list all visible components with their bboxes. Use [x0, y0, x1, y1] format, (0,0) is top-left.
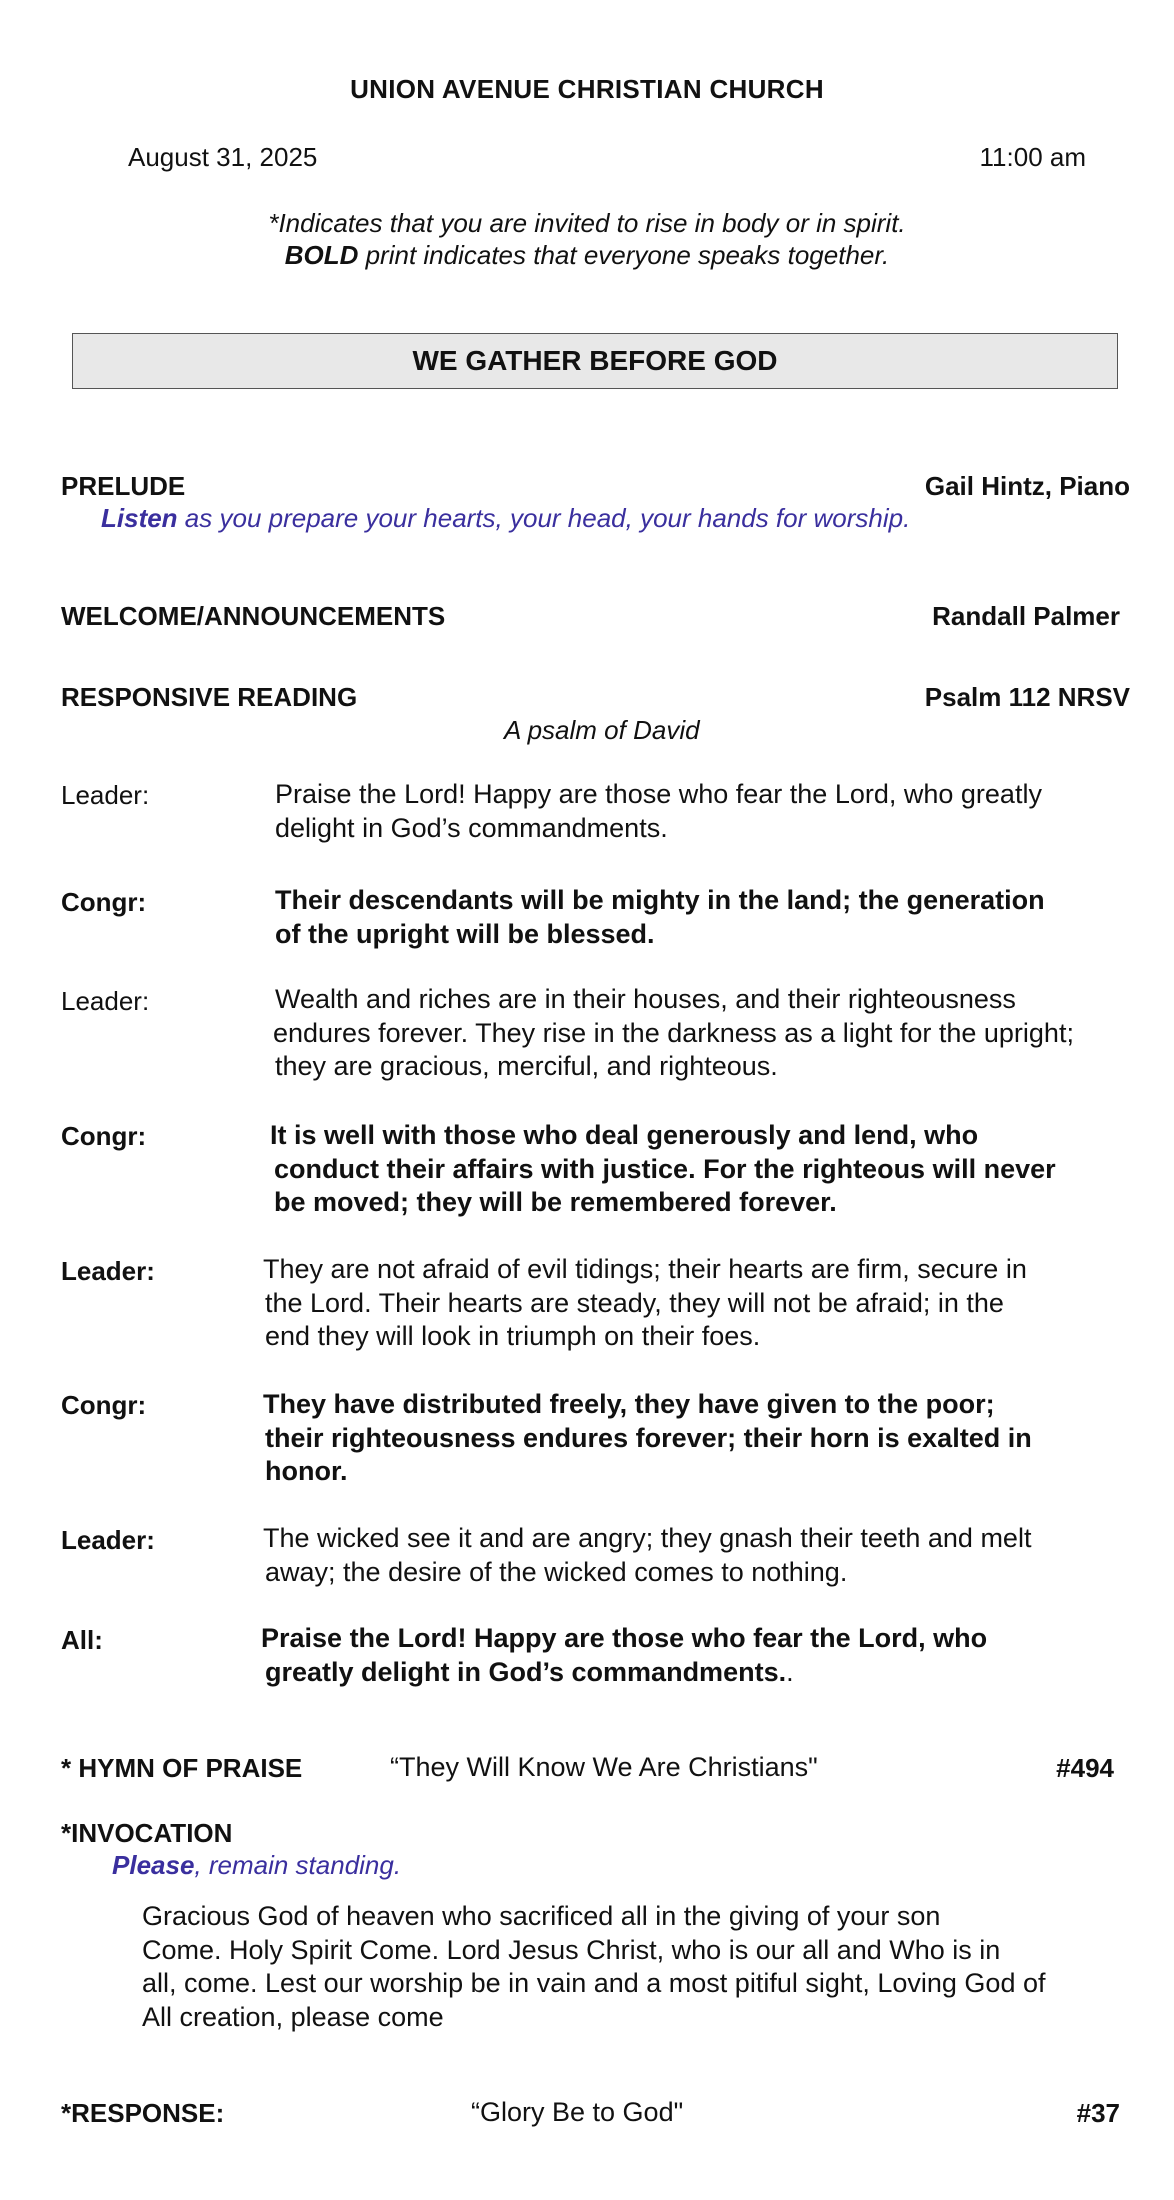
- reading-speaker: Leader:: [61, 986, 150, 1016]
- verse-line: They are not afraid of evil tidings; their hearts are firm, secure in: [263, 1254, 1027, 1284]
- reading-speaker: Congr:: [61, 1121, 147, 1151]
- response-number: #37: [1076, 2098, 1120, 2128]
- verse-line: Their descendants will be mighty in the land; the generation: [275, 885, 1045, 915]
- invocation-instruction-keyword: Please: [112, 1850, 195, 1880]
- prelude-performer: Gail Hintz, Piano: [924, 471, 1130, 501]
- verse-line: of the upright will be blessed.: [275, 918, 655, 949]
- reading-verse: [275, 884, 1045, 951]
- invocation-instruction-text: , remain standing.: [194, 1850, 402, 1880]
- reading-subtitle: A psalm of David: [504, 715, 700, 745]
- hymn-label: * HYMN OF PRAISE: [61, 1753, 303, 1783]
- reading-reference: Psalm 112 NRSV: [924, 682, 1130, 712]
- prelude-instruction-text: as you prepare your hearts, your head, your hands for worship.: [177, 503, 911, 533]
- welcome-leader: Randall Palmer: [932, 601, 1120, 631]
- reading-speaker: Leader:: [61, 1256, 155, 1286]
- reading-speaker: Leader:: [61, 780, 150, 810]
- prelude-instruction-keyword: Listen: [101, 503, 178, 533]
- prayer-line: All creation, please come: [142, 2001, 444, 2032]
- verse-line: The wicked see it and are angry; they gnash their teeth and melt: [263, 1523, 1032, 1553]
- hymn-title: “They Will Know We Are Christians": [390, 1752, 818, 1782]
- invocation-prayer: [142, 1900, 1046, 2034]
- verse-line: Wealth and riches are in their houses, and their righteousness: [275, 984, 1016, 1014]
- verse-trailing-period: .: [786, 1656, 794, 1687]
- verse-line: be moved; they will be remembered forever.: [274, 1187, 837, 1217]
- verse-line: their righteousness endures forever; their horn is exalted in: [265, 1422, 1032, 1453]
- verse-line: conduct their affairs with justice. For the righteous will never: [274, 1153, 1056, 1184]
- section-banner: WE GATHER BEFORE GOD: [72, 333, 1118, 389]
- verse-line: end they will look in triumph on their foes.: [265, 1321, 761, 1351]
- verse-line: Praise the Lord! Happy are those who fear the Lord, who: [261, 1623, 988, 1653]
- prayer-line: Come. Holy Spirit Come. Lord Jesus Christ, who is our all and Who is in: [142, 1934, 1001, 1965]
- verse-line: It is well with those who deal generously and lend, who: [270, 1120, 979, 1150]
- reading-verse: [275, 983, 1074, 1084]
- verse-line: They have distributed freely, they have given to the poor;: [263, 1389, 995, 1419]
- bold-note-text: print indicates that everyone speaks together.: [358, 240, 890, 270]
- response-title: “Glory Be to God": [471, 2097, 684, 2127]
- verse-line: endures forever. They rise in the darkness as a light for the upright;: [273, 1017, 1074, 1048]
- reading-verse: [263, 1522, 1031, 1589]
- bold-note: [0, 240, 1174, 271]
- reading-speaker: Congr:: [61, 1390, 147, 1420]
- verse-line: they are gracious, merciful, and righteous.: [275, 1051, 778, 1081]
- prelude-label: PRELUDE: [61, 471, 186, 501]
- prayer-line: Gracious God of heaven who sacrificed all in the giving of your son: [142, 1901, 941, 1931]
- rise-note: *Indicates that you are invited to rise in body or in spirit.: [268, 208, 906, 238]
- prayer-line: all, come. Lest our worship be in vain and a most pitiful sight, Loving God of: [142, 1968, 1046, 1998]
- invocation-label: *INVOCATION: [61, 1818, 233, 1848]
- reading-speaker: Congr:: [61, 887, 147, 917]
- reading-speaker: All:: [61, 1625, 103, 1655]
- reading-verse: [275, 778, 1042, 845]
- church-name: UNION AVENUE CHRISTIAN CHURCH: [350, 74, 824, 104]
- invocation-instruction: [112, 1850, 401, 1881]
- reading-verse: [263, 1253, 1027, 1354]
- verse-line: delight in God’s commandments.: [275, 812, 668, 843]
- bold-note-keyword: BOLD: [284, 240, 359, 270]
- reading-label: RESPONSIVE READING: [61, 682, 358, 712]
- verse-line: greatly delight in God’s commandments.: [265, 1656, 787, 1687]
- service-time: 11:00 am: [979, 142, 1086, 172]
- verse-line: the Lord. Their hearts are steady, they will not be afraid; in the: [265, 1287, 1004, 1318]
- response-label: *RESPONSE:: [61, 2098, 225, 2128]
- reading-speaker: Leader:: [61, 1525, 155, 1555]
- verse-line: away; the desire of the wicked comes to nothing.: [265, 1556, 848, 1587]
- hymn-number: #494: [1056, 1753, 1114, 1783]
- prelude-instruction: [101, 503, 910, 534]
- reading-verse: [270, 1119, 1056, 1220]
- verse-line: Praise the Lord! Happy are those who fear the Lord, who greatly: [275, 779, 1042, 809]
- reading-verse: [261, 1622, 987, 1689]
- service-date: August 31, 2025: [128, 142, 318, 172]
- verse-line: honor.: [265, 1456, 348, 1486]
- welcome-label: WELCOME/ANNOUNCEMENTS: [61, 601, 446, 631]
- reading-verse: [263, 1388, 1032, 1489]
